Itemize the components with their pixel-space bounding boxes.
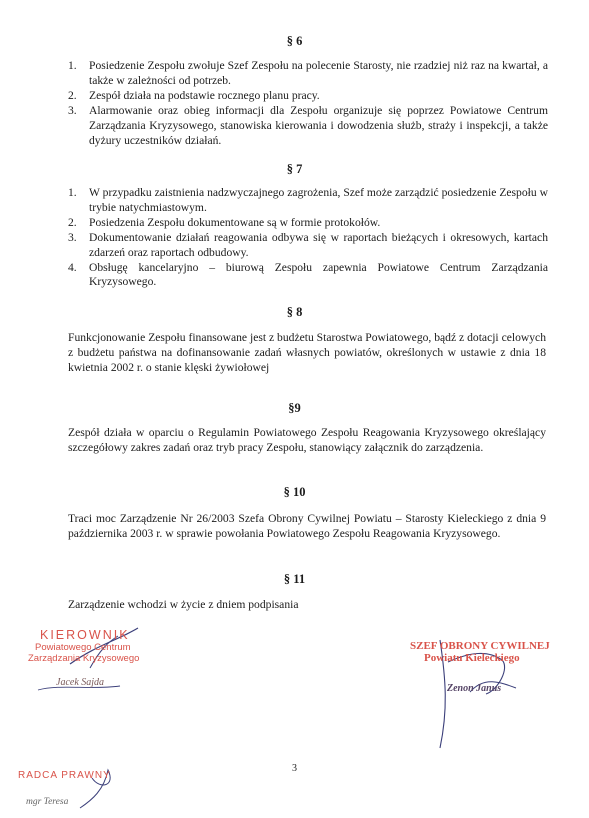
legal-counsel-stamp: RADCA PRAWNY <box>18 770 111 781</box>
stamp-left-line3: Zarządzania Kryzysowego <box>28 653 140 664</box>
item-text: Posiedzenie Zespołu zwołuje Szef Zespołu na polecenie Starosty, nie rzadziej niż raz na kwartał, a także w zależności od potrzeb. <box>89 59 548 87</box>
stamp-right <box>410 640 560 664</box>
stamp-left-title: KIEROWNIK <box>40 628 130 642</box>
section-11-text: Zarządzenie wchodzi w życie z dniem podpisania <box>68 598 299 611</box>
item-text: W przypadku zaistnienia nadzwyczajnego zagrożenia, Szef może zarządzić posiedzenie Zespołu w trybie natychmiastowym. <box>89 186 548 214</box>
section-9-text: Zespół działa w oparciu o Regulamin Powiatowego Zespołu Reagowania Kryzysowego określający szczegółowy zakres zadań oraz tryb pracy Zespołu, stanowiący załącznik do zarządzenia. <box>68 426 546 454</box>
stamp-left <box>20 628 170 664</box>
stamp-right-line2: Powiatu Kieleckiego <box>424 652 520 664</box>
page-number: 3 <box>292 763 297 774</box>
stamp-left-line2: Powiatowego Centrum <box>35 642 131 653</box>
stamp-right-title: SZEF OBRONY CYWILNEJ <box>410 640 550 652</box>
item-number: 1. <box>68 59 77 72</box>
item-number: 3. <box>68 103 77 117</box>
section-10-text: Traci moc Zarządzenie Nr 26/2003 Szefa Obrony Cywilnej Powiatu – Starosty Kieleckiego z dnia 9 października 2003 r. w sprawie powołania Powiatowego Zespołu Reagowania Kryzysowego. <box>68 512 546 540</box>
item-number: 3. <box>68 230 77 244</box>
item-number: 4. <box>68 260 77 274</box>
item-text: Alarmowanie oraz obieg informacji dla Zespołu organizuje się poprzez Powiatowe Centrum Zarządzania Kryzysowego, stanowiska kierowania i dowodzenia służb, straży i inspekcji, a także dyżury uczestników działań. <box>89 103 548 147</box>
item-number: 2. <box>68 88 77 102</box>
section-9-heading: §9 <box>288 401 301 415</box>
section-6-heading: § 6 <box>286 34 303 48</box>
item-text: Obsługę kancelaryjno – biurową Zespołu zapewnia Powiatowe Centrum Zarządzania Kryzysowego. <box>89 260 548 289</box>
signatory-right: Zenon Janus <box>447 683 502 694</box>
section-7-heading: § 7 <box>286 162 303 176</box>
legal-counsel-name: mgr Teresa <box>26 797 69 807</box>
item-number: 1. <box>68 186 77 199</box>
item-text: Dokumentowanie działań reagowania odbywa się w raportach bieżących i okresowych, kartach zdarzeń oraz raportach odbudowy. <box>89 230 548 259</box>
item-number: 2. <box>68 215 77 229</box>
section-8-text: Funkcjonowanie Zespołu finansowane jest z budżetu Starostwa Powiatowego, bądź z dotacji celowych z budżetu państwa na dofinansowanie zadań własnych powiatów, określonych w ustawie z dnia 18 kwietnia 2002 r. o stanie klęski żywiołowej <box>68 331 546 374</box>
section-10-heading: § 10 <box>283 485 306 499</box>
section-11-heading: § 11 <box>283 572 306 586</box>
item-text: Posiedzenia Zespołu dokumentowane są w formie protokołów. <box>89 215 381 229</box>
section-8-heading: § 8 <box>286 305 303 319</box>
signatory-left: Jacek Sajda <box>56 677 105 688</box>
item-text: Zespół działa na podstawie rocznego planu pracy. <box>89 88 320 102</box>
